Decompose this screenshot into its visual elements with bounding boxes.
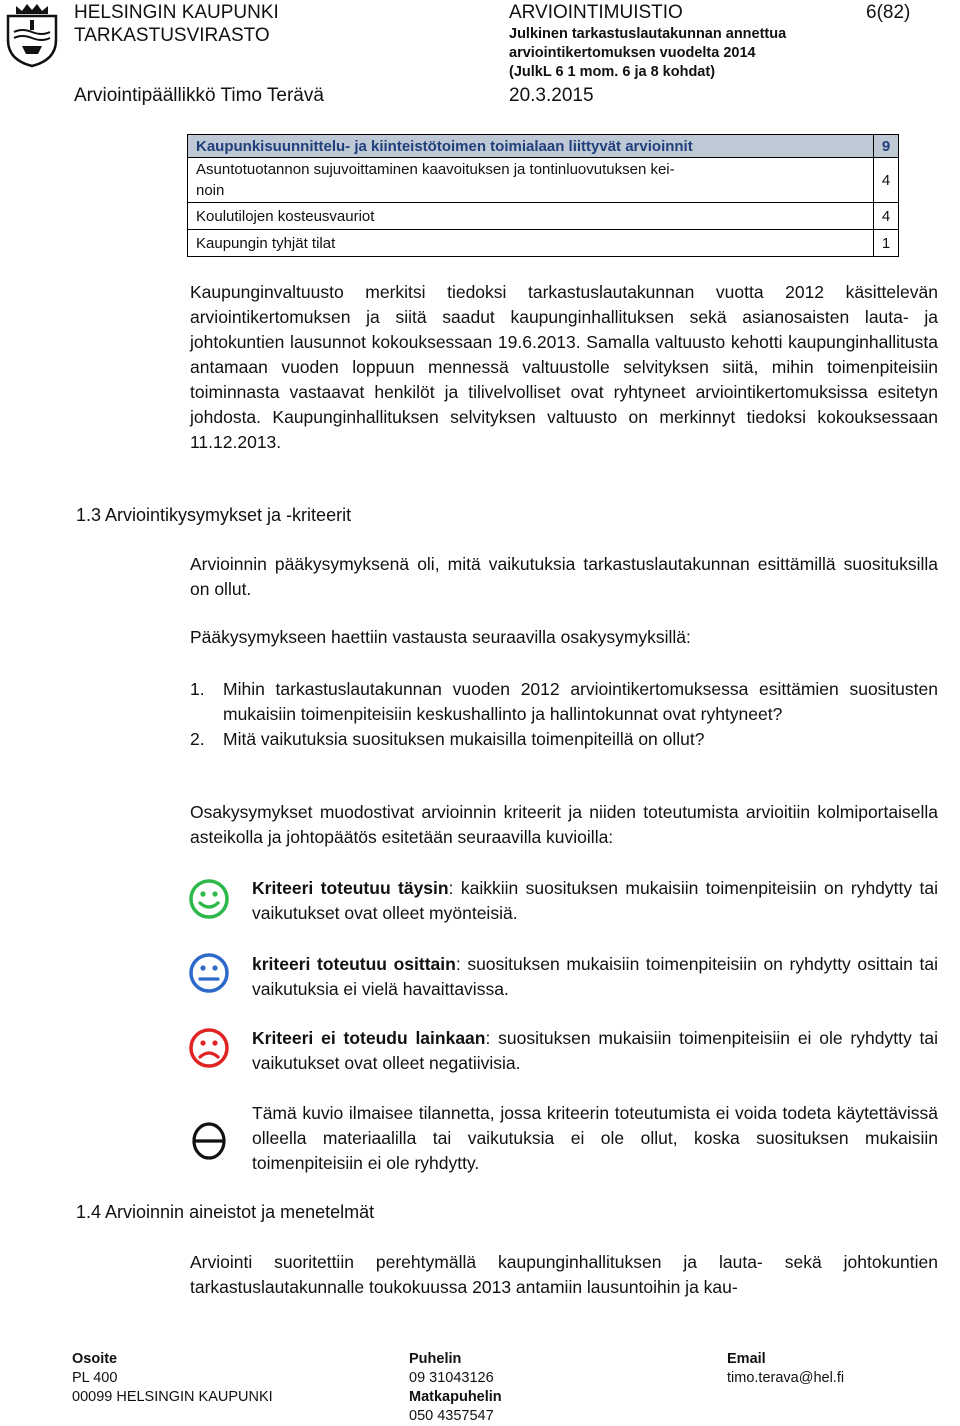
table-row <box>188 158 899 203</box>
legend-item-text: : suosituksen mukaisiin toimenpiteisiin ei ole ryhdytty tai vaikutukset ovat olleet negatiivisia. <box>252 1028 938 1073</box>
list-item <box>190 727 938 752</box>
sub-questions-list <box>190 677 938 752</box>
methods-paragraph: Arviointi suoritettiin perehtymällä kaupunginhallituksen ja lauta- sekä johtokuntien tarkastuslautakunnalle toukokuussa 2013 antamiin lausuntoihin ja kau- <box>190 1252 938 1297</box>
legend-item-text: : suosituksen mukaisiin toimenpiteisiin on ryhdytty osittain tai vaikutuksia ei vielä havaittavissa. <box>252 954 938 999</box>
table-header-count: 9 <box>874 135 899 158</box>
section-heading-1-3: 1.3 Arviointikysymykset ja -kriteerit <box>76 505 352 525</box>
table-row-label-line1: Asuntotuotannon sujuvoittaminen kaavoituksen ja tontinluovutuksen kei- <box>196 161 675 178</box>
document-status-line3: (JulkL 6 1 mom. 6 ja 8 kohdat) <box>509 64 716 80</box>
footer-address-line1: PL 400 <box>72 1370 118 1386</box>
table-row-label-line2: noin <box>196 182 225 199</box>
section-heading-1-4: 1.4 Arvioinnin aineistot ja menetelmät <box>76 1202 375 1222</box>
footer-phone-label: Puhelin <box>409 1351 462 1367</box>
evaluations-table <box>187 134 899 257</box>
table-row-label <box>188 158 874 203</box>
table-header-label: Kaupunkisuunnittelu- ja kiinteistötoimen toimialaan liittyvät arvioinnit <box>188 135 874 158</box>
legend-item-undetermined: Tämä kuvio ilmaisee tilannetta, jossa kriteerin toteutumista ei voida todeta käytettävissä olleella materiaalilla tai vaikutuksia ei ole ollut, koska suosituksen mukaisiin toimenpiteisiin ei ole ryhdytty. <box>252 1103 938 1173</box>
legend-item-text: : kaikkiin suosituksen mukaisiin toimenpiteisiin on ryhdytty tai vaikutukset ovat olleet myönteisiä. <box>252 878 938 923</box>
table-row-label: Kaupungin tyhjät tilat <box>188 230 874 257</box>
table-row-count: 4 <box>874 158 899 203</box>
footer-phone <box>409 1350 502 1426</box>
smiley-happy-icon <box>188 878 230 920</box>
table-row-count: 4 <box>874 203 899 230</box>
table-header-row <box>188 135 899 158</box>
footer-mobile-label: Matkapuhelin <box>409 1389 502 1405</box>
legend-item-title: kriteeri toteutuu osittain <box>252 954 456 974</box>
criteria-paragraph: Osakysymykset muodostivat arvioinnin kriteerit ja niiden toteutumista arvioitiin kolmiportaisella asteikolla ja johtopäätös esitetään seuraavilla kuvioilla: <box>190 802 938 847</box>
smiley-sad-icon <box>188 1027 230 1069</box>
document-status-line1: Julkinen tarkastuslautakunnan annettua <box>509 26 787 42</box>
table-row <box>188 230 899 257</box>
org-department: TARKASTUSVIRASTO <box>74 25 270 46</box>
helsinki-coat-of-arms-logo <box>2 2 62 68</box>
table-row-label: Koulutilojen kosteusvauriot <box>188 203 874 230</box>
footer-email-label: Email <box>727 1351 766 1367</box>
document-type: ARVIOINTIMUISTIO <box>509 2 683 23</box>
list-item-number: 1. <box>190 679 205 699</box>
org-name: HELSINGIN KAUPUNKI <box>74 2 279 23</box>
author-role: Arviointipäällikkö Timo Terävä <box>74 85 324 106</box>
table-row-count: 1 <box>874 230 899 257</box>
footer-email <box>727 1350 844 1388</box>
table-row <box>188 203 899 230</box>
document-status-line2: arviointikertomuksen vuodelta 2014 <box>509 45 756 61</box>
legend-item-none <box>252 1026 938 1076</box>
footer-phone-number: 09 31043126 <box>409 1370 494 1386</box>
footer-email-address[interactable]: timo.terava@hel.fi <box>727 1370 845 1386</box>
legend-item-title: Kriteeri ei toteudu lainkaan <box>252 1028 486 1048</box>
footer-address <box>72 1350 273 1407</box>
intro-paragraph: Kaupunginvaltuusto merkitsi tiedoksi tarkastuslautakunnan vuotta 2012 käsittelevän arviointikertomuksen ja siitä saadut kaupunginhallituksen sekä asianosaisten lauta- ja johtokuntien lausunnot kokouksessaan 19.6.2013. Samalla valtuusto kehotti kaupunginhallitusta antamaan vuoden loppuun mennessä valtuustolle selvityksen siitä, mihin toimenpiteisiin toiminnasta vastaavat henkilöt ja tilivelvolliset ovat ryhtyneet arviointikertomuksissa esitetyn johdosta. Kaupunginhallituksen selvityksen valtuusto on merkinnyt tiedoksi kokouksessaan 11.12.2013. <box>190 282 938 452</box>
footer-address-line2: 00099 HELSINGIN KAUPUNKI <box>72 1389 273 1405</box>
theta-icon <box>188 1120 230 1162</box>
main-question-paragraph: Arvioinnin pääkysymyksenä oli, mitä vaikutuksia tarkastuslautakunnan esittämillä suosituksilla on ollut. <box>190 554 938 599</box>
smiley-neutral-icon <box>188 952 230 994</box>
page-number: 6(82) <box>866 2 911 23</box>
list-item <box>190 677 938 727</box>
legend-item-title: Kriteeri toteutuu täysin <box>252 878 449 898</box>
list-item-text: Mitä vaikutuksia suosituksen mukaisilla toimenpiteillä on ollut? <box>223 729 705 749</box>
sub-questions-intro: Pääkysymykseen haettiin vastausta seuraavilla osakysymyksillä: <box>190 627 691 647</box>
list-item-number: 2. <box>190 729 205 749</box>
legend-item-partial <box>252 952 938 1002</box>
legend-item-full <box>252 876 938 926</box>
footer-address-label: Osoite <box>72 1351 118 1367</box>
document-date: 20.3.2015 <box>509 85 594 106</box>
list-item-text: Mihin tarkastuslautakunnan vuoden 2012 arviointikertomuksessa esittämien suositusten mukaisiin toimenpiteisiin keskushallinto ja hallintokunnat ovat ryhtyneet? <box>223 679 938 724</box>
footer-mobile-number: 050 4357547 <box>409 1408 494 1424</box>
